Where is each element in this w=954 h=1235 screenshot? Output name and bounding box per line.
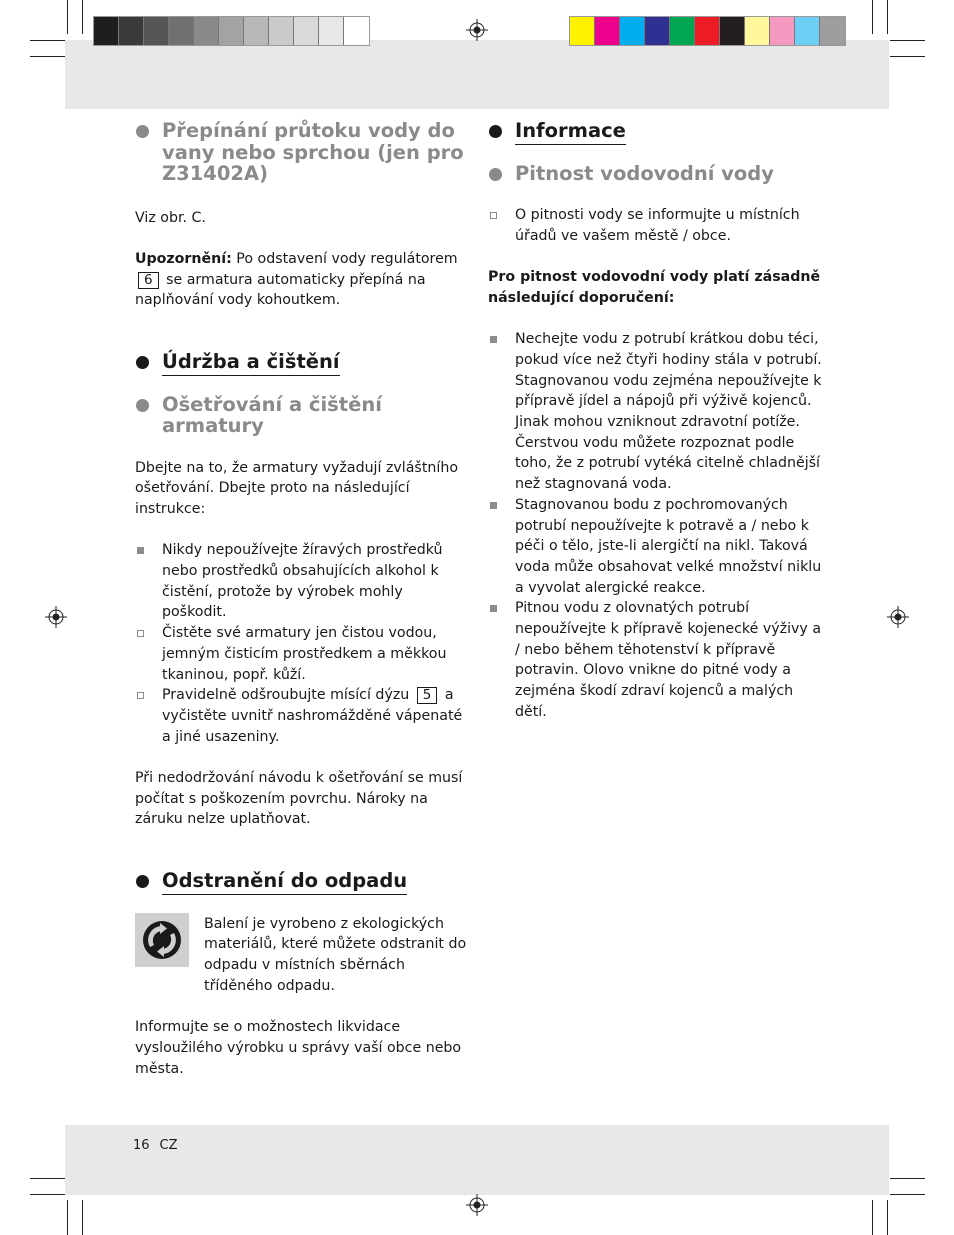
open-square-bullet-icon	[490, 212, 497, 219]
bullet-dot-icon	[136, 125, 149, 138]
crop-mark	[30, 56, 65, 57]
crop-mark	[890, 1194, 925, 1195]
crop-mark	[872, 1200, 873, 1235]
heading-text: Údržba a čištění	[162, 350, 340, 376]
crop-mark	[30, 1178, 65, 1179]
page-number: 16	[133, 1138, 150, 1153]
color-swatch	[770, 17, 795, 45]
crop-mark	[30, 1194, 65, 1195]
list-item-text: O pitnosti vody se informujte u místních úřadů ve vašem městě / obce.	[515, 207, 800, 244]
grayscale-color-bar	[93, 16, 370, 46]
color-swatch	[620, 17, 645, 45]
color-swatch	[169, 17, 194, 45]
paragraph: Při nedodržování návodu k ošetřování se musí počítat s poškozením povrchu. Nároky na záruku nelze uplatňovat.	[135, 770, 463, 828]
subheading-tap-water	[488, 163, 823, 185]
note-paragraph	[135, 249, 468, 311]
list-item-text: Nikdy nepoužívejte žíravých prostředků nebo prostředků obsahujících alkohol k čistění, protože by výrobek mohly poškodit.	[162, 542, 443, 621]
recycling-info	[135, 914, 468, 997]
list-item	[488, 329, 823, 495]
color-swatch	[344, 17, 369, 45]
list-item-text: Pravidelně odšroubujte mísící dýzu	[162, 687, 410, 704]
registration-mark-icon	[466, 1194, 488, 1216]
color-swatch	[595, 17, 620, 45]
green-dot-recycling-icon	[135, 913, 189, 967]
heading-text: Informace	[515, 119, 626, 145]
info-list	[488, 205, 823, 246]
registration-mark-icon	[887, 606, 909, 628]
registration-mark-icon	[466, 19, 488, 41]
filled-square-bullet-icon	[490, 605, 497, 612]
open-square-bullet-icon	[137, 630, 144, 637]
part-reference-5: 5	[417, 687, 438, 704]
filled-square-bullet-icon	[490, 336, 497, 343]
list-item	[135, 685, 468, 747]
color-swatch	[244, 17, 269, 45]
note-text: Po odstavení vody regulátorem	[231, 250, 458, 267]
process-color-bar	[569, 16, 846, 46]
paragraph: Viz obr. C.	[135, 209, 206, 226]
crop-mark	[67, 1200, 68, 1235]
crop-mark	[887, 0, 888, 34]
list-item-text: Nechejte vodu z potrubí krátkou dobu téci, pokud více než čtyři hodiny stála v potrubí. Stagnovanou vodu zejména nepoužívejte k přípravě jídel a nápojů při výživě kojenců. Jinak mohou vzniknout zdravotní potíže. Čerstvou vodu můžete rozpoznat podle toho, že z potrubí vytéká citelně chladnější než stagnovaná voda.	[515, 331, 822, 493]
filled-square-bullet-icon	[490, 502, 497, 509]
section-heading-disposal	[135, 870, 468, 892]
color-swatch	[144, 17, 169, 45]
color-swatch	[670, 17, 695, 45]
crop-mark	[67, 0, 68, 34]
color-swatch	[720, 17, 745, 45]
heading-text: Přepínání průtoku vody do vany nebo sprchou (jen pro Z31402A)	[162, 119, 464, 185]
list-item-text: Stagnovanou bodu z pochromovaných potrubí nepoužívejte k potravě a / nebo k péči o tělo, jste-li alergičtí na nikl. Taková voda může obsahovat velké množství niklu a vyvolat alergické reakce.	[515, 496, 822, 596]
list-item	[135, 540, 468, 623]
color-swatch	[94, 17, 119, 45]
crop-mark	[82, 0, 83, 34]
list-item-text: Čistěte své armatury jen čistou vodou, jemným čisticím prostředkem a měkkou tkaninou, popř. kůží.	[162, 625, 447, 683]
part-reference-6: 6	[138, 272, 159, 289]
color-swatch	[119, 17, 144, 45]
crop-mark	[30, 40, 65, 41]
filled-square-bullet-icon	[137, 547, 144, 554]
note-text: se armatura automaticky přepíná na naplňování vody kohoutkem.	[135, 271, 426, 309]
recycling-text: Balení je vyrobeno z ekologických materiálů, které můžete odstranit do odpadu v místních sběrnách tříděného odpadu.	[204, 915, 467, 994]
page-footer	[133, 1138, 188, 1153]
footer-band	[65, 1125, 889, 1195]
color-swatch	[570, 17, 595, 45]
right-column	[488, 120, 823, 723]
section-heading-information	[488, 120, 823, 142]
color-swatch	[219, 17, 244, 45]
color-swatch	[269, 17, 294, 45]
list-item-text: a vyčistěte uvnitř nashromážděné vápenaté a jiné usazeniny.	[162, 687, 463, 745]
paragraph: Dbejte na to, že armatury vyžadují zvláštního ošetřování. Dbejte proto na následující instrukce:	[135, 459, 458, 517]
list-item	[488, 495, 823, 599]
recommendations-list	[488, 329, 823, 722]
color-swatch	[820, 17, 845, 45]
bullet-dot-icon	[489, 168, 502, 181]
list-item	[488, 598, 823, 722]
crop-mark	[82, 1200, 83, 1235]
color-swatch	[695, 17, 720, 45]
paragraph: Informujte se o možnostech likvidace vysloužilého výrobku u správy vaší obce nebo města.	[135, 1019, 462, 1077]
bullet-dot-icon	[136, 875, 149, 888]
note-label: Upozornění:	[135, 250, 232, 267]
care-instructions-list	[135, 540, 468, 747]
crop-mark	[890, 56, 925, 57]
bullet-dot-icon	[489, 125, 502, 138]
language-code: CZ	[159, 1138, 178, 1153]
bullet-dot-icon	[136, 356, 149, 369]
color-swatch	[795, 17, 820, 45]
crop-mark	[887, 1200, 888, 1235]
bold-paragraph: Pro pitnost vodovodní vody platí zásadně následující doporučení:	[488, 269, 821, 306]
section-heading-maintenance	[135, 351, 468, 373]
open-square-bullet-icon	[137, 692, 144, 699]
color-swatch	[745, 17, 770, 45]
crop-mark	[872, 0, 873, 34]
crop-mark	[890, 40, 925, 41]
bullet-dot-icon	[136, 399, 149, 412]
heading-text: Ošetřování a čištění armatury	[162, 392, 382, 437]
color-swatch	[294, 17, 319, 45]
registration-mark-icon	[45, 606, 67, 628]
list-item	[135, 623, 468, 685]
header-band	[65, 40, 889, 109]
list-item	[488, 205, 823, 246]
heading-text: Odstranění do odpadu	[162, 869, 407, 895]
section-heading-flow-switch	[135, 120, 468, 185]
list-item-text: Pitnou vodu z olovnatých potrubí nepoužívejte k přípravě kojenecké výživy a / nebo během těhotenství k přípravě potravin. Olovo vnikne do pitné vody a zejména škodí zdraví kojenců a malých dětí.	[515, 600, 822, 720]
crop-mark	[890, 1178, 925, 1179]
left-column	[135, 120, 468, 1079]
color-swatch	[194, 17, 219, 45]
color-swatch	[645, 17, 670, 45]
color-swatch	[319, 17, 344, 45]
subheading-care-cleaning	[135, 394, 468, 437]
heading-text: Pitnost vodovodní vody	[515, 161, 774, 185]
